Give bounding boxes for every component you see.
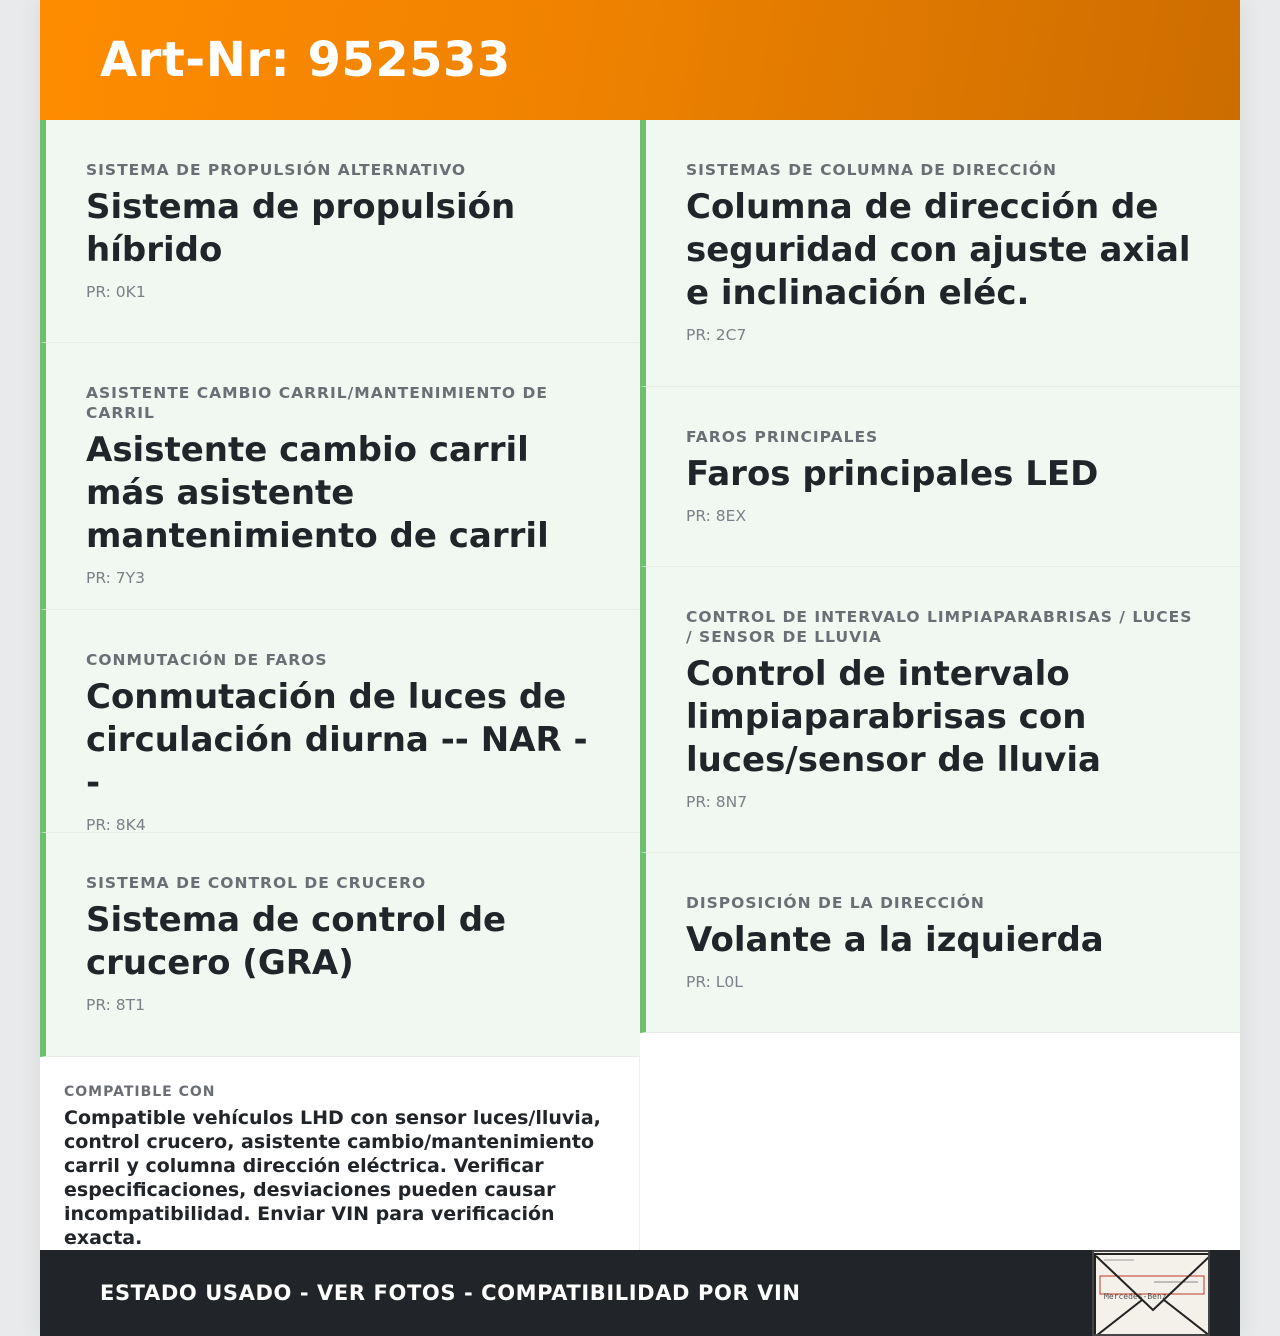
compatibility-section	[40, 1057, 640, 1251]
spec-card-steering-layout	[640, 853, 1240, 1033]
spec-pr-code: PR: 8T1	[86, 996, 145, 1014]
compatibility-label: COMPATIBLE CON	[64, 1084, 216, 1100]
spec-pr-code: PR: 7Y3	[86, 569, 145, 587]
spec-card-cruise-control	[40, 833, 640, 1057]
spec-title: Asistente cambio carril más asistente mantenimiento de carril	[86, 430, 549, 556]
spec-title: Sistema de propulsión híbrido	[86, 187, 516, 270]
spec-category: FAROS PRINCIPALES	[686, 428, 879, 446]
document-stamp-image	[1092, 1250, 1210, 1336]
spec-category: ASISTENTE CAMBIO CARRIL/MANTENIMIENTO DE CARRIL	[86, 384, 548, 422]
footer-bar	[40, 1250, 1240, 1336]
right-column	[640, 120, 1240, 1251]
spec-card-wiper-control	[640, 567, 1240, 853]
spec-pr-code: PR: 8K4	[86, 816, 146, 834]
spec-columns	[40, 120, 1240, 1251]
spec-card-headlights	[640, 387, 1240, 567]
spec-pr-code: PR: 0K1	[86, 283, 146, 301]
spec-pr-code: PR: 8N7	[686, 793, 748, 811]
spec-title: Volante a la izquierda	[686, 920, 1104, 960]
spec-category: SISTEMA DE PROPULSIÓN ALTERNATIVO	[86, 161, 467, 179]
spec-title: Faros principales LED	[686, 454, 1099, 494]
footer-status-text: ESTADO USADO - VER FOTOS - COMPATIBILIDAD POR VIN	[100, 1281, 801, 1305]
article-number-title: Art-Nr: 952533	[100, 32, 511, 88]
spec-card-steering-column	[640, 120, 1240, 387]
left-column	[40, 120, 640, 1251]
spec-card-headlight-switching	[40, 610, 640, 833]
header-bar	[40, 0, 1240, 120]
page	[40, 0, 1240, 1336]
spec-category: SISTEMAS DE COLUMNA DE DIRECCIÓN	[686, 161, 1058, 179]
stamp-brand-text: Mercedes-Benz	[1104, 1292, 1167, 1301]
spec-title: Control de intervalo limpiaparabrisas con luces/sensor de lluvia	[686, 654, 1101, 780]
spec-card-lane-assist	[40, 343, 640, 610]
spec-title: Columna de dirección de seguridad con ajuste axial e inclinación eléc.	[686, 187, 1191, 313]
compatibility-text: Compatible vehículos LHD con sensor luces/lluvia, control crucero, asistente cambio/mantenimiento carril y columna dirección eléctrica. Verificar especificaciones, desviaciones pueden causar incompatibilidad. Enviar VIN para verificación exacta.	[64, 1107, 601, 1249]
spec-pr-code: PR: 2C7	[686, 326, 747, 344]
spec-category: CONTROL DE INTERVALO LIMPIAPARABRISAS / LUCES / SENSOR DE LLUVIA	[686, 608, 1193, 646]
spec-category: CONMUTACIÓN DE FAROS	[86, 651, 328, 669]
spec-category: SISTEMA DE CONTROL DE CRUCERO	[86, 874, 427, 892]
spec-title: Conmutación de luces de circulación diurna -- NAR --	[86, 677, 588, 803]
stamp-envelope-icon	[1094, 1252, 1210, 1336]
spec-category: DISPOSICIÓN DE LA DIRECCIÓN	[686, 894, 985, 912]
spec-pr-code: PR: L0L	[686, 973, 743, 991]
spec-card-propulsion	[40, 120, 640, 343]
spec-pr-code: PR: 8EX	[686, 507, 747, 525]
spec-title: Sistema de control de crucero (GRA)	[86, 900, 507, 983]
